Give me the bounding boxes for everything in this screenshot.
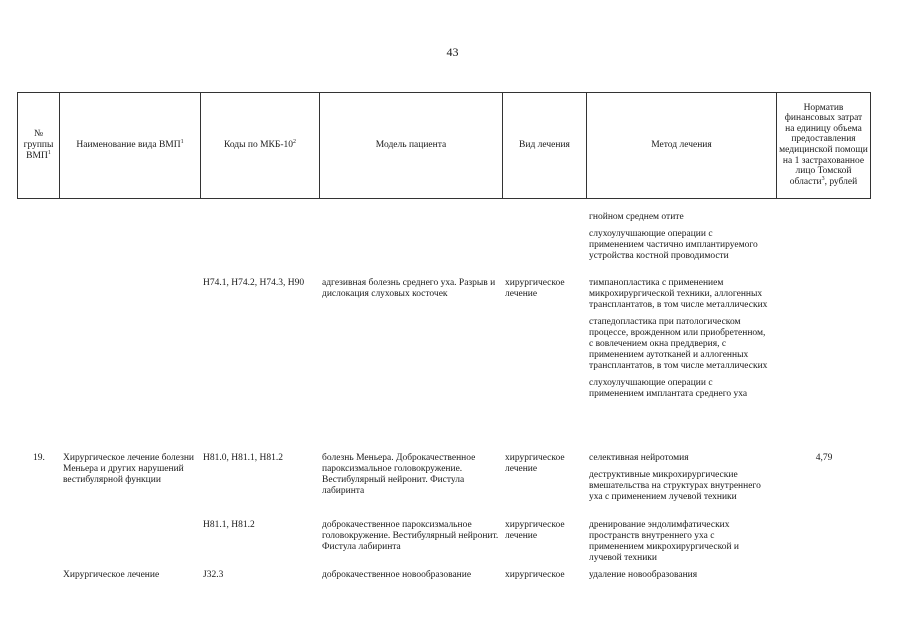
header-patient-model-text: Модель пациента [375, 139, 447, 150]
method-item: деструктивные микрохирургические вмешательства на структурах внутреннего уха с применением лучевой техники [589, 470, 761, 502]
row2-cost-norm: 4,79 [815, 453, 833, 463]
row0-methods [589, 212, 769, 268]
row1-patient-model: адгезивная болезнь среднего уха. Разрыв и дислокация слуховых косточек [322, 278, 496, 299]
header-cost-norm-text: Норматив финансовых затрат на единицу объема предоставления медицинской помощи на 1 застрахованное лицо Томской области [779, 102, 868, 187]
header-icd-codes-text: Коды по МКБ-10 [223, 139, 294, 150]
row3-codes: H81.1, H81.2 [203, 520, 255, 530]
row4-methods [589, 570, 769, 587]
method-item: дренирование эндолимфатических пространств внутреннего уха с применением микрохирургической и лучевой техники [589, 520, 740, 563]
row4-codes: J32.3 [203, 570, 224, 580]
method-item: слухоулучшающие операции с применением имплантата среднего уха [589, 378, 748, 399]
row4-vmp-name: Хирургическое лечение [63, 570, 160, 580]
header-treatment-type-text: Вид лечения [519, 139, 570, 150]
header-patient-model [320, 92, 503, 198]
method-item: гнойном среднем отите [589, 212, 684, 222]
header-vmp-name-text: Наименование вида ВМП [76, 139, 181, 150]
row2-patient-model: болезнь Меньера. Доброкачественное пароксизмальное головокружение. Вестибулярный нейронит. Фистула лабиринта [322, 453, 476, 496]
row1-treatment-type: хирургическое лечение [505, 278, 565, 299]
header-icd-codes [201, 92, 320, 198]
row2-group-number: 19. [33, 453, 45, 463]
header-bottom-border [17, 198, 871, 199]
footnote-mark: 3 [821, 175, 825, 182]
footnote-mark: 1 [180, 138, 184, 145]
row3-patient-model: доброкачественное пароксизмальное головокружение. Вестибулярный нейронит. Фистула лабиринта [322, 520, 499, 552]
method-item: стапедопластика при патологическом процессе, врожденном или приобретенном, с вовлечением окна преддверия, с применением аутотканей и аллогенных трансплантатов, в том числе металлических [589, 317, 768, 371]
row2-vmp-name: Хирургическое лечение болезни Меньера и других нарушений вестибулярной функции [63, 453, 195, 485]
header-group-number-text: № группы ВМП [23, 128, 54, 161]
header-treatment-method-text: Метод лечения [651, 139, 712, 150]
method-item: тимпанопластика с применением микрохирургической техники, аллогенных трансплантатов, в том числе металлических [589, 278, 768, 310]
header-treatment-method [587, 92, 777, 198]
row4-treatment-type: хирургическое [505, 570, 565, 580]
row1-methods [589, 278, 769, 406]
header-treatment-type [503, 92, 587, 198]
footnote-mark: 2 [293, 138, 297, 145]
page-number: 43 [446, 45, 459, 59]
method-item: удаление новообразования [589, 570, 698, 580]
row3-methods [589, 520, 769, 570]
row2-codes: H81.0, H81.1, H81.2 [203, 453, 283, 463]
header-cost-norm-unit: , рублей [824, 176, 858, 187]
row2-methods [589, 453, 769, 509]
method-item: слухоулучшающие операции с применением частично имплантируемого устройства костной проводимости [589, 229, 758, 261]
header-vmp-name [60, 92, 201, 198]
row1-codes: H74.1, H74.2, H74.3, H90 [203, 278, 305, 288]
header-cost-norm [777, 92, 871, 198]
row2-treatment-type: хирургическое лечение [505, 453, 565, 474]
footnote-mark: 1 [47, 149, 51, 156]
row3-treatment-type: хирургическое лечение [505, 520, 565, 541]
row4-patient-model: доброкачественное новообразование [322, 570, 472, 580]
header-group-number [17, 92, 60, 198]
method-item: селективная нейротомия [589, 453, 689, 463]
